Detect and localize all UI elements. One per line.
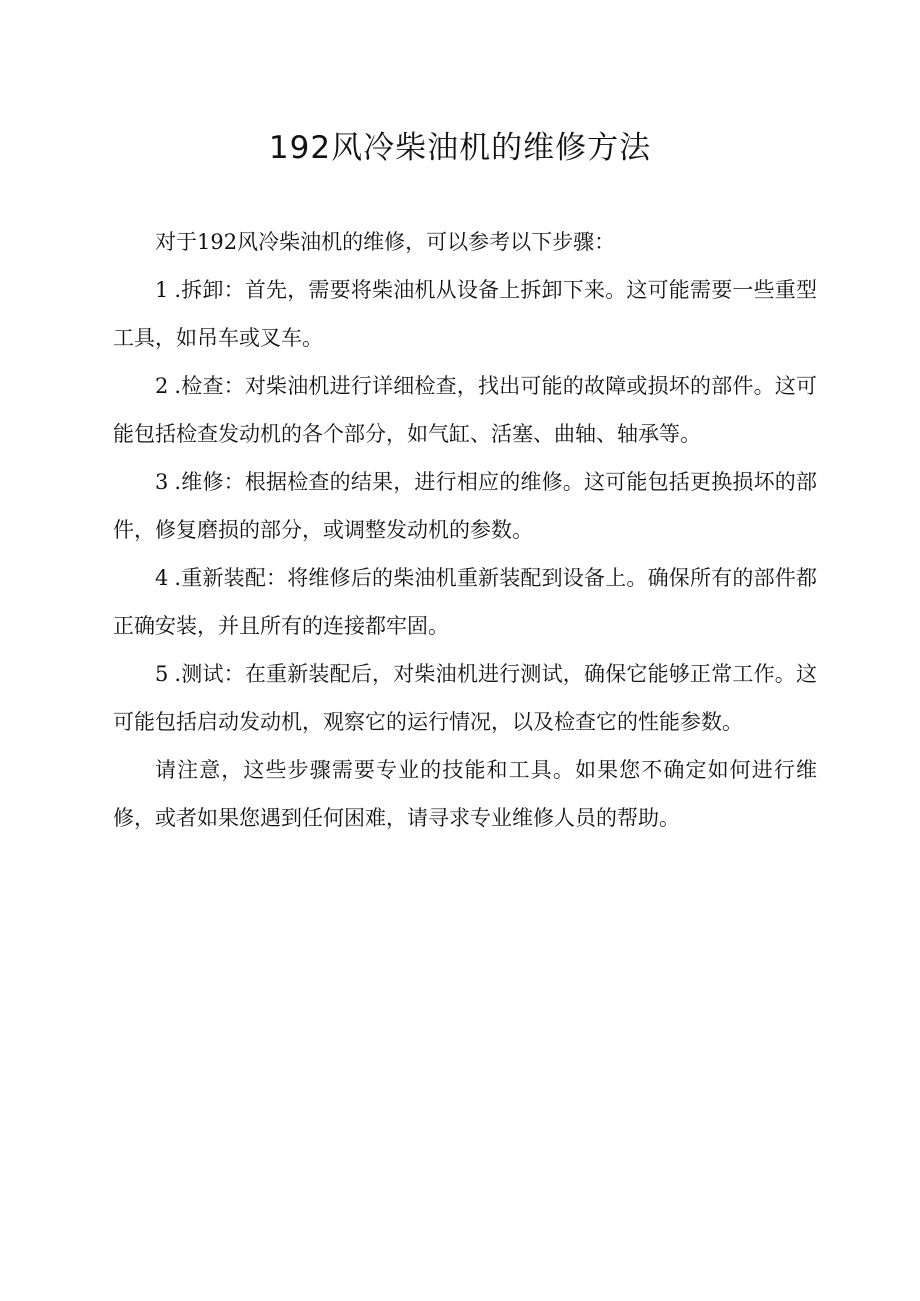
document-body [113,218,817,842]
step-text: .重新装配：将维修后的柴油机重新装配到设备上。确保所有的部件都正确安装，并且所有的连接都牢固。 [113,566,817,638]
step-number: 4 [155,566,169,590]
step-paragraph-2 [113,362,817,458]
step-text: .测试：在重新装配后，对柴油机进行测试，确保它能够正常工作。这可能包括启动发动机，观察它的运行情况，以及检查它的性能参数。 [113,662,817,734]
note-paragraph: 请注意，这些步骤需要专业的技能和工具。如果您不确定如何进行维修，或者如果您遇到任何困难，请寻求专业维修人员的帮助。 [113,758,817,830]
step-text: .维修：根据检查的结果，进行相应的维修。这可能包括更换损坏的部件，修复磨损的部分，或调整发动机的参数。 [113,470,817,542]
document-title: 192风冷柴油机的维修方法 [268,130,652,166]
step-paragraph-5 [113,650,817,746]
step-paragraph-1 [113,266,817,362]
step-text: .检查：对柴油机进行详细检查，找出可能的故障或损坏的部件。这可能包括检查发动机的各个部分，如气缸、活塞、曲轴、轴承等。 [113,374,817,446]
step-number: 2 [155,374,169,398]
step-paragraph-3 [113,458,817,554]
step-paragraph-4 [113,554,817,650]
intro-paragraph: 对于192风冷柴油机的维修，可以参考以下步骤： [155,230,616,254]
step-number: 1 [155,278,169,302]
step-text: .拆卸：首先，需要将柴油机从设备上拆卸下来。这可能需要一些重型工具，如吊车或叉车。 [113,278,817,350]
step-number: 3 [155,470,169,494]
step-number: 5 [155,662,169,686]
